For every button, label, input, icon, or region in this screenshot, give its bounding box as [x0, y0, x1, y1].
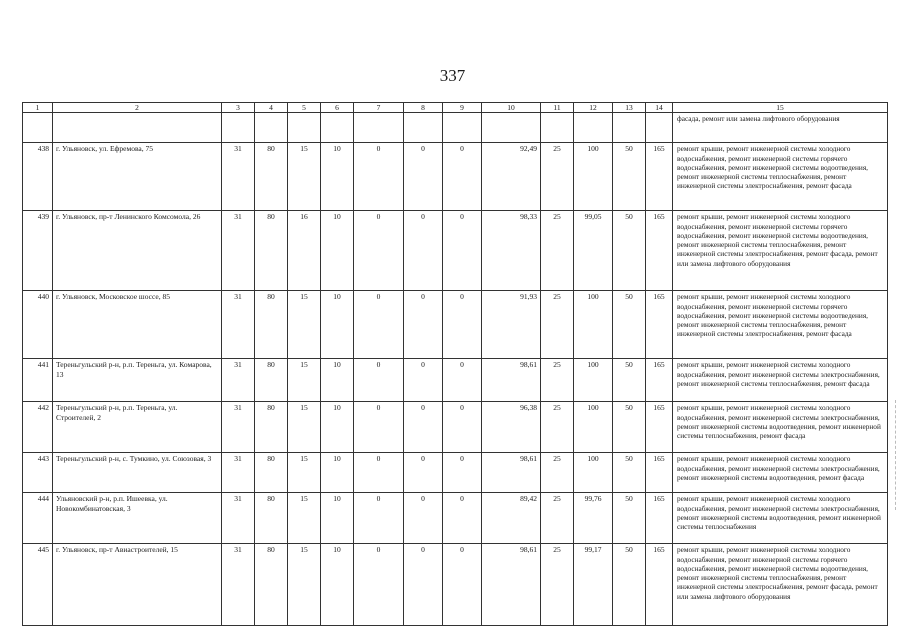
- column-number-header: 6: [321, 103, 354, 113]
- cell-col10: 98,61: [482, 453, 541, 493]
- cell-col5: 15: [288, 544, 321, 626]
- cell-col11: 25: [541, 211, 574, 291]
- continuation-work-list: фасада, ремонт или замена лифтового оборудования: [673, 113, 888, 143]
- row-number: 442: [23, 402, 53, 453]
- row-address: г. Ульяновск, ул. Ефремова, 75: [53, 143, 222, 211]
- row-number: 441: [23, 359, 53, 402]
- row-number: 439: [23, 211, 53, 291]
- column-number-header: 5: [288, 103, 321, 113]
- cell-col3: 31: [222, 211, 255, 291]
- continuation-row: [23, 113, 888, 143]
- cell-col8: 0: [404, 402, 443, 453]
- row-work-list: ремонт крыши, ремонт инженерной системы холодного водоснабжения, ремонт инженерной системы электроснабжения, ремонт инженерной системы водоотведения, ремонт инженерной системы теплоснабжения: [673, 493, 888, 544]
- cell-col14: 165: [646, 453, 673, 493]
- column-number-header: 2: [53, 103, 222, 113]
- row-work-list: ремонт крыши, ремонт инженерной системы холодного водоснабжения, ремонт инженерной системы горячего водоснабжения, ремонт инженерной системы водоотведения, ремонт инженерной системы теплоснабжения, ремонт инженерной системы электроснабжения, ремонт фасада, ремонт или замена лифтового оборудования: [673, 211, 888, 291]
- cell-col4: 80: [255, 544, 288, 626]
- cell-col7: 0: [354, 402, 404, 453]
- cell-col8: 0: [404, 143, 443, 211]
- cell-col6: 10: [321, 143, 354, 211]
- cell-col8: 0: [404, 544, 443, 626]
- cell-col11: 25: [541, 143, 574, 211]
- cell-col10: 98,61: [482, 544, 541, 626]
- column-number-header: 9: [443, 103, 482, 113]
- row-work-list: ремонт крыши, ремонт инженерной системы холодного водоснабжения, ремонт инженерной системы горячего водоснабжения, ремонт инженерной системы водоотведения, ремонт инженерной системы теплоснабжения, ремонт инженерной системы электроснабжения, ремонт фасада, ремонт или замена лифтового оборудования: [673, 544, 888, 626]
- row-address: Ульяновский р-н, р.п. Ишеевка, ул. Новокомбинатовская, 3: [53, 493, 222, 544]
- cell-col10: 96,38: [482, 402, 541, 453]
- table-row: [23, 544, 888, 626]
- cell-col10: 92,49: [482, 143, 541, 211]
- row-work-list: ремонт крыши, ремонт инженерной системы холодного водоснабжения, ремонт инженерной системы электроснабжения, ремонт инженерной системы водоотведения, ремонт фасада: [673, 453, 888, 493]
- cell-col6: 10: [321, 493, 354, 544]
- column-number-header: 10: [482, 103, 541, 113]
- cell-col3: 31: [222, 291, 255, 359]
- cell-col13: 50: [613, 493, 646, 544]
- column-number-header-row: [23, 103, 888, 113]
- cell-col9: 0: [443, 493, 482, 544]
- cell-col10: 98,61: [482, 359, 541, 402]
- cell-col8: 0: [404, 359, 443, 402]
- cell-col12: 99,05: [574, 211, 613, 291]
- column-number-header: 1: [23, 103, 53, 113]
- row-number: 438: [23, 143, 53, 211]
- repair-register-table: [22, 102, 888, 626]
- cell-col3: 31: [222, 493, 255, 544]
- cell-col4: 80: [255, 211, 288, 291]
- cell-col3: 31: [222, 359, 255, 402]
- cell-col10: 98,33: [482, 211, 541, 291]
- row-number: 444: [23, 493, 53, 544]
- cell-col10: 91,93: [482, 291, 541, 359]
- cell-col8: 0: [404, 211, 443, 291]
- cell-col11: 25: [541, 493, 574, 544]
- table-row: [23, 493, 888, 544]
- cell-col13: 50: [613, 211, 646, 291]
- cell-col13: 50: [613, 143, 646, 211]
- cell-col8: 0: [404, 493, 443, 544]
- table-row: [23, 359, 888, 402]
- table-row: [23, 143, 888, 211]
- row-number: 443: [23, 453, 53, 493]
- cell-col4: 80: [255, 493, 288, 544]
- row-address: Тереньгульский р-н, р.п. Тереньга, ул. Строителей, 2: [53, 402, 222, 453]
- cell-col7: 0: [354, 453, 404, 493]
- cell-col14: 165: [646, 402, 673, 453]
- cell-col13: 50: [613, 291, 646, 359]
- cell-col13: 50: [613, 544, 646, 626]
- column-number-header: 13: [613, 103, 646, 113]
- cell-col14: 165: [646, 291, 673, 359]
- cell-col6: 10: [321, 291, 354, 359]
- cell-col5: 15: [288, 359, 321, 402]
- cell-col3: 31: [222, 453, 255, 493]
- row-work-list: ремонт крыши, ремонт инженерной системы холодного водоснабжения, ремонт инженерной системы электроснабжения, ремонт инженерной системы водоотведения, ремонт инженерной системы теплоснабжения, ремонт фасада: [673, 402, 888, 453]
- cell-col14: 165: [646, 544, 673, 626]
- row-address: Тереньгульский р-н, с. Тумкино, ул. Союзовая, 3: [53, 453, 222, 493]
- column-number-header: 8: [404, 103, 443, 113]
- cell-col14: 165: [646, 493, 673, 544]
- row-address: Тереньгульский р-н, р.п. Тереньга, ул. Комарова, 13: [53, 359, 222, 402]
- cell-col6: 10: [321, 359, 354, 402]
- cell-col7: 0: [354, 211, 404, 291]
- table-row: [23, 453, 888, 493]
- cell-col10: 89,42: [482, 493, 541, 544]
- cell-col5: 15: [288, 143, 321, 211]
- cell-col7: 0: [354, 359, 404, 402]
- cell-col11: 25: [541, 359, 574, 402]
- table-row: [23, 291, 888, 359]
- scan-artifact-line: [895, 400, 897, 510]
- row-work-list: ремонт крыши, ремонт инженерной системы холодного водоснабжения, ремонт инженерной системы горячего водоснабжения, ремонт инженерной системы водоотведения, ремонт инженерной системы теплоснабжения, ремонт инженерной системы электроснабжения, ремонт фасада: [673, 291, 888, 359]
- column-number-header: 7: [354, 103, 404, 113]
- cell-col11: 25: [541, 291, 574, 359]
- column-number-header: 11: [541, 103, 574, 113]
- column-number-header: 4: [255, 103, 288, 113]
- cell-col5: 15: [288, 402, 321, 453]
- cell-col9: 0: [443, 453, 482, 493]
- cell-col12: 100: [574, 143, 613, 211]
- cell-col6: 10: [321, 453, 354, 493]
- cell-col11: 25: [541, 402, 574, 453]
- cell-col12: 100: [574, 359, 613, 402]
- cell-col12: 100: [574, 291, 613, 359]
- cell-col13: 50: [613, 453, 646, 493]
- cell-col9: 0: [443, 544, 482, 626]
- cell-col8: 0: [404, 291, 443, 359]
- cell-col11: 25: [541, 544, 574, 626]
- cell-col14: 165: [646, 211, 673, 291]
- cell-col4: 80: [255, 453, 288, 493]
- row-work-list: ремонт крыши, ремонт инженерной системы холодного водоснабжения, ремонт инженерной системы горячего водоснабжения, ремонт инженерной системы водоотведения, ремонт инженерной системы теплоснабжения, ремонт инженерной системы электроснабжения, ремонт фасада: [673, 143, 888, 211]
- cell-col7: 0: [354, 544, 404, 626]
- cell-col4: 80: [255, 291, 288, 359]
- table-row: [23, 402, 888, 453]
- cell-col12: 99,17: [574, 544, 613, 626]
- cell-col9: 0: [443, 291, 482, 359]
- cell-col3: 31: [222, 143, 255, 211]
- cell-col14: 165: [646, 143, 673, 211]
- cell-col5: 16: [288, 211, 321, 291]
- row-number: 440: [23, 291, 53, 359]
- column-number-header: 14: [646, 103, 673, 113]
- table-row: [23, 211, 888, 291]
- cell-col7: 0: [354, 493, 404, 544]
- row-address: г. Ульяновск, пр-т Авиастроителей, 15: [53, 544, 222, 626]
- cell-col5: 15: [288, 493, 321, 544]
- cell-col6: 10: [321, 402, 354, 453]
- cell-col14: 165: [646, 359, 673, 402]
- cell-col13: 50: [613, 359, 646, 402]
- cell-col9: 0: [443, 143, 482, 211]
- cell-col4: 80: [255, 402, 288, 453]
- cell-col8: 0: [404, 453, 443, 493]
- cell-col6: 10: [321, 544, 354, 626]
- cell-col7: 0: [354, 143, 404, 211]
- cell-col9: 0: [443, 402, 482, 453]
- column-number-header: 12: [574, 103, 613, 113]
- cell-col5: 15: [288, 453, 321, 493]
- cell-col4: 80: [255, 143, 288, 211]
- cell-col3: 31: [222, 402, 255, 453]
- row-address: г. Ульяновск, Московское шоссе, 85: [53, 291, 222, 359]
- cell-col9: 0: [443, 359, 482, 402]
- cell-col12: 99,76: [574, 493, 613, 544]
- column-number-header: 15: [673, 103, 888, 113]
- cell-col13: 50: [613, 402, 646, 453]
- row-address: г. Ульяновск, пр-т Ленинского Комсомола, 26: [53, 211, 222, 291]
- cell-col3: 31: [222, 544, 255, 626]
- cell-col9: 0: [443, 211, 482, 291]
- cell-col12: 100: [574, 402, 613, 453]
- cell-col12: 100: [574, 453, 613, 493]
- page-number: 337: [439, 66, 466, 85]
- cell-col4: 80: [255, 359, 288, 402]
- row-work-list: ремонт крыши, ремонт инженерной системы холодного водоснабжения, ремонт инженерной системы электроснабжения, ремонт инженерной системы теплоснабжения, ремонт фасада: [673, 359, 888, 402]
- cell-col11: 25: [541, 453, 574, 493]
- row-number: 445: [23, 544, 53, 626]
- cell-col7: 0: [354, 291, 404, 359]
- cell-col5: 15: [288, 291, 321, 359]
- cell-col6: 10: [321, 211, 354, 291]
- column-number-header: 3: [222, 103, 255, 113]
